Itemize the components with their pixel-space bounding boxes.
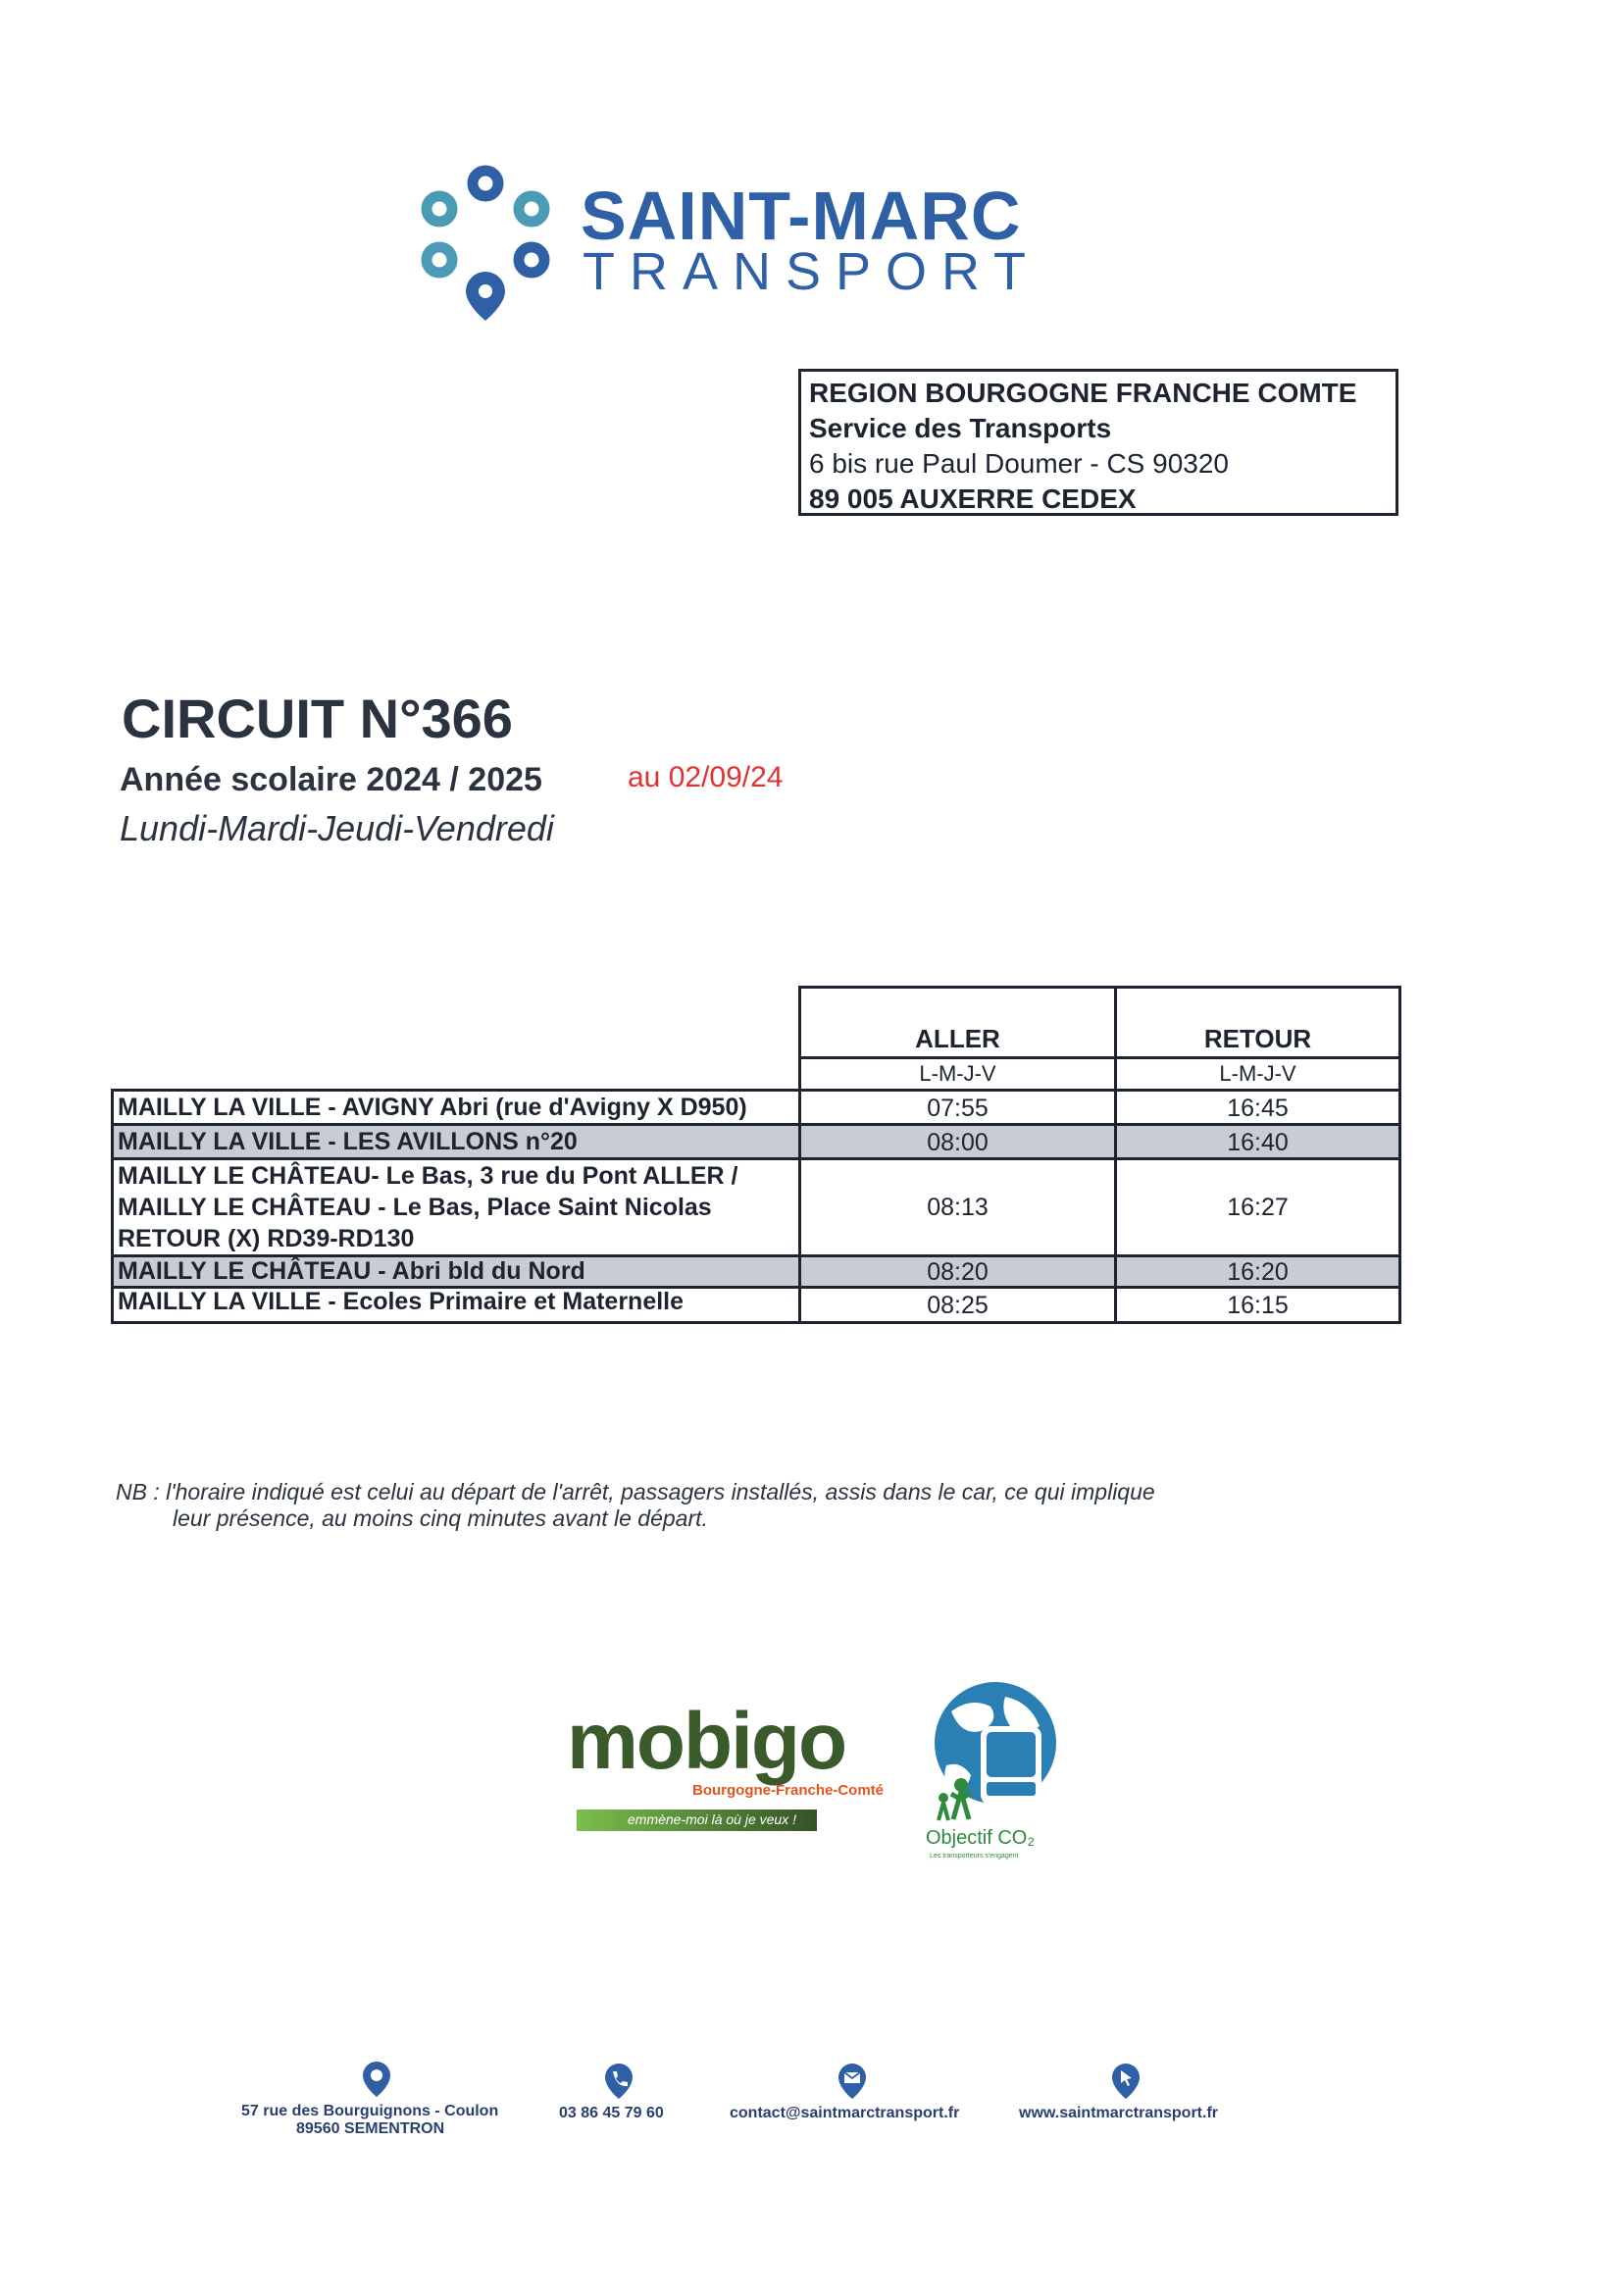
location-pin-icon	[360, 2060, 393, 2099]
phone-icon	[602, 2062, 635, 2101]
header-aller: ALLER	[798, 986, 1117, 1059]
circuit-title: CIRCUIT N°366	[122, 688, 513, 749]
globe-bus-icon	[922, 1672, 1069, 1829]
web-cursor-icon	[1109, 2062, 1142, 2101]
mobigo-logo	[567, 1697, 900, 1839]
table-row-retour: 16:15	[1114, 1286, 1401, 1324]
table-row-retour: 16:27	[1114, 1157, 1401, 1257]
table-row-stop	[111, 1157, 801, 1257]
brand-subtitle: TRANSPORT	[583, 242, 1041, 301]
note-line-1: NB : l'horaire indiqué est celui au départ de l'arrêt, passagers installés, assis dans le car, ce qui implique	[116, 1479, 1155, 1504]
saint-marc-logo-icon	[412, 162, 559, 324]
mobigo-wordmark: mobigo	[567, 1697, 846, 1786]
footer-website: www.saintmarctransport.fr	[1019, 2105, 1219, 2121]
recipient-line-2: Service des Transports	[809, 413, 1112, 443]
footer-address-line-1: 57 rue des Bourguignons - Coulon	[241, 2103, 499, 2119]
table-row-stop: MAILLY LA VILLE - AVIGNY Abri (rue d'Avigny X D950)	[111, 1089, 801, 1126]
mobigo-region: Bourgogne-Franche-Comté	[692, 1782, 884, 1799]
effective-date: au 02/09/24	[628, 761, 784, 793]
objectif-co2-title: Objectif CO₂	[926, 1827, 1036, 1849]
table-row-aller: 08:25	[798, 1286, 1117, 1324]
footer-phone: 03 86 45 79 60	[559, 2105, 664, 2121]
email-icon	[836, 2062, 869, 2101]
school-year: Année scolaire 2024 / 2025	[120, 761, 542, 798]
table-row-stop: MAILLY LE CHÂTEAU - Abri bld du Nord	[111, 1254, 801, 1289]
recipient-line-1: REGION BOURGOGNE FRANCHE COMTE	[809, 378, 1357, 408]
subheader-aller: L-M-J-V	[798, 1056, 1117, 1092]
schedule-table	[111, 986, 1401, 1324]
footer-email: contact@saintmarctransport.fr	[730, 2105, 960, 2121]
objectif-co2-tagline: Les transporteurs s'engagent	[930, 1853, 1019, 1860]
table-row-aller: 07:55	[798, 1089, 1117, 1126]
table-row-aller: 08:00	[798, 1123, 1117, 1160]
table-row-retour: 16:20	[1114, 1254, 1401, 1289]
recipient-line-4: 89 005 AUXERRE CEDEX	[809, 484, 1137, 514]
table-row-retour: 16:45	[1114, 1089, 1401, 1126]
objectif-co2-logo	[922, 1672, 1069, 1868]
table-row-aller: 08:13	[798, 1157, 1117, 1257]
table-row-stop: MAILLY LA VILLE - LES AVILLONS n°20	[111, 1123, 801, 1160]
table-row-retour: 16:40	[1114, 1123, 1401, 1160]
header-retour: RETOUR	[1114, 986, 1401, 1059]
stop-line: MAILLY LE CHÂTEAU- Le Bas, 3 rue du Pont ALLER /	[118, 1162, 738, 1190]
table-row-aller: 08:20	[798, 1254, 1117, 1289]
brand-name: SAINT-MARC	[581, 178, 1022, 254]
recipient-address-box	[798, 369, 1398, 516]
mobigo-slogan: emmène-moi là où je veux !	[628, 1811, 796, 1827]
stop-line: MAILLY LE CHÂTEAU - Le Bas, Place Saint Nicolas	[118, 1194, 712, 1221]
operating-days: Lundi-Mardi-Jeudi-Vendredi	[120, 808, 554, 848]
footer-address-line-2: 89560 SEMENTRON	[296, 2120, 445, 2137]
subheader-retour: L-M-J-V	[1114, 1056, 1401, 1092]
table-row-stop: MAILLY LA VILLE - Ecoles Primaire et Maternelle	[111, 1286, 801, 1324]
stop-line: RETOUR (X) RD39-RD130	[118, 1225, 415, 1252]
note-line-2: leur présence, au moins cinq minutes avant le départ.	[173, 1505, 708, 1531]
recipient-line-3: 6 bis rue Paul Doumer - CS 90320	[809, 448, 1229, 479]
